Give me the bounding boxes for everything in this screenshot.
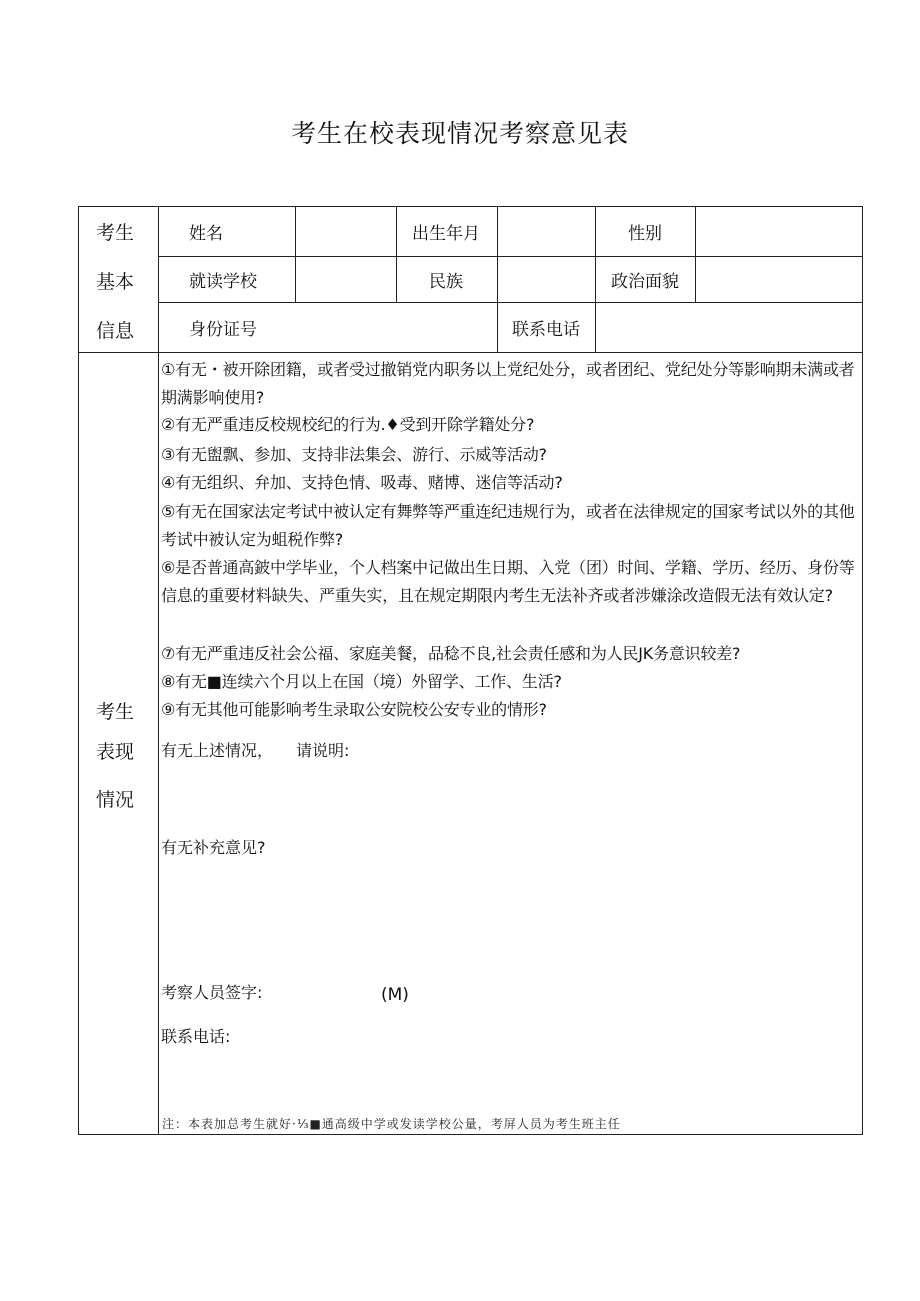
section-basic-line1: 考生 xyxy=(96,222,135,244)
col-divider xyxy=(396,206,397,302)
ethnicity-label: 民族 xyxy=(429,272,463,292)
footnote: 注：本表加总考生就好·⅓■通高级中学或发读学校公量，考屏人员为考生班主任 xyxy=(162,1117,621,1131)
row-divider xyxy=(158,256,863,257)
phone-label: 联系电话 xyxy=(512,320,580,340)
row-divider xyxy=(78,352,863,353)
item-6: ⑥是否普通高鈹中学毕业，个人档案中记做出生日期、入党（团）时间、学籍、学历、经历、身份等信息的重要材料缺失、严重失实，且在规定期限内考生无法补齐或者涉嫌涂改造假无法有效认定? xyxy=(161,558,855,605)
item-8: ⑧有无■连续六个月以上在国（境）外留学、工作、生活? xyxy=(161,672,562,691)
item-4: ④有无组织、弁加、支持色情、吸毒、赌博、迷信等活动? xyxy=(161,473,563,492)
row-divider xyxy=(158,302,863,303)
name-label: 姓名 xyxy=(189,224,223,244)
col-divider xyxy=(295,206,296,302)
item-3: ③有无盥飘、参加、支持非法集会、游行、示威等活动? xyxy=(161,445,547,464)
item-5: ⑤有无在国家法定考试中被认定有舞弊等严重连纪违规行为，或者在法律规定的国家考试以外的其他考试中被认定为蛆税作弊? xyxy=(161,502,855,549)
id-number-label: 身份证号 xyxy=(189,320,257,340)
section-performance-line2: 表现 xyxy=(96,741,135,763)
supplement-label: 有无补充意见? xyxy=(161,838,266,857)
section-basic-line3: 信息 xyxy=(96,320,135,342)
item-7: ⑦有无严重违反社会公福、家庭美餐，品稔不良,社会责任感和为人民JK务意识较差? xyxy=(161,644,741,663)
col-divider xyxy=(595,206,596,352)
item-2: ②有无严重违反校规校纪的行为.♦受到开除学籍处分? xyxy=(161,415,535,434)
school-label: 就读学校 xyxy=(189,272,257,292)
signer-mark: (M) xyxy=(381,985,409,1005)
form-title: 考生在校表现情况考察意见表 xyxy=(290,119,629,148)
section-performance-line3: 情况 xyxy=(96,789,135,811)
col-divider xyxy=(497,206,498,352)
item-9: ⑨有无其他可能影响考生录取公安院校公安专业的情形? xyxy=(161,700,547,719)
item-1: ①有无・被开除团籍，或者受过撤销党内职务以上党纪处分，或者团纪、党纪处分等影响期未满或者期满影响使用? xyxy=(161,360,855,407)
gender-label: 性别 xyxy=(628,224,662,244)
col-divider xyxy=(695,206,696,302)
contact-label: 联系电话: xyxy=(161,1027,231,1046)
political-label: 政治面貌 xyxy=(611,272,679,292)
situation-label: 有无上述情况， xyxy=(161,741,274,760)
birth-label: 出生年月 xyxy=(412,224,480,244)
signer-label: 考察人员签字: xyxy=(161,983,263,1002)
section-basic-line2: 基本 xyxy=(96,271,135,293)
section-performance-line1: 考生 xyxy=(96,701,135,723)
explain-label: 请说明: xyxy=(296,741,350,760)
col-divider xyxy=(158,206,159,1135)
